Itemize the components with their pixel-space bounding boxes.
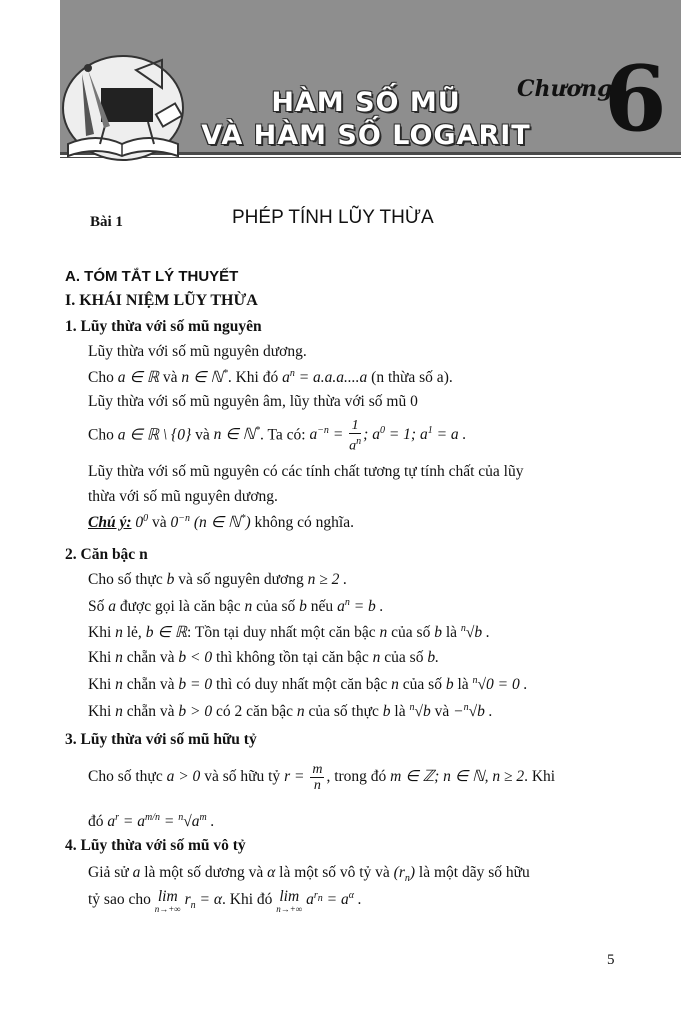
chapter-banner [0,0,681,162]
subsection-1-heading: 1. Lũy thừa với số mũ nguyên [65,318,262,335]
s2-line1 [88,571,347,589]
text: của số thực [304,703,383,721]
math: n [115,676,123,694]
text: (n thừa số a). [367,369,453,387]
s1-note [88,513,354,532]
math: $a^{-n}$ = [309,425,348,444]
math: a ∈ ℝ [117,369,159,387]
text: : Tồn tại duy nhất một căn bậc [186,624,380,642]
fraction: $\frac{1}{a^n}$ [349,418,362,454]
math: $a^n = a.a.a....a$ [282,368,368,387]
text: . Khi đó [222,891,277,909]
text: lẻ, [122,624,146,642]
math: n [115,649,123,666]
text: và [430,703,454,721]
text: chẵn và [122,703,179,721]
text: và [159,369,182,387]
text: thì không tồn tại căn bậc [212,649,373,666]
text: chẵn và [122,649,179,666]
s2-line4 [88,649,439,667]
text: và số nguyên dương [174,571,308,588]
text: Cho số thực [88,768,167,786]
math: b = 0 [178,676,213,694]
math: a ∈ ℝ \ {0} [117,426,192,444]
geometry-tools-logo-icon [58,52,188,162]
note-label: Chú ý: [88,514,132,532]
math: b < 0 [178,649,213,666]
math: b [434,624,442,642]
math: ; $a^0 = 1$; $a^1 = a$ . [363,425,467,444]
math: a [132,864,141,881]
math: n [391,676,399,694]
math: a [108,598,116,616]
text: Khi [88,703,116,721]
math: $0^0$ [135,513,149,532]
s2-line3 [88,623,490,642]
s2-line6 [88,702,493,721]
text: và [191,426,214,444]
s4-line2 [88,890,362,916]
chapter-label: Chương [517,76,613,102]
math: n [244,598,253,616]
math: m ∈ ℤ; n ∈ ℕ, n ≥ 2 [390,768,525,786]
subsection-2-heading: 2. Căn bậc n [65,546,148,563]
text: tỷ sao cho [88,891,155,909]
text: Cho [88,369,118,387]
math: a > 0 [166,768,201,786]
text: chẵn và [122,676,179,694]
fraction: $\frac{m}{n}$ [312,762,323,793]
math: $^n$√0 = 0 . [472,675,528,694]
s3-line2 [88,812,214,831]
math: n [296,703,305,721]
math: n ∈ ℕ* [181,368,228,387]
limit: lim n→+∞ [154,888,181,914]
text: là một dãy số hữu [415,864,530,881]
text: Giả sử [88,864,133,881]
math: $a^{r_n} = a^\alpha$ . [302,890,362,909]
chapter-title-line2: VÀ HÀM SỐ LOGARIT [201,120,531,151]
lesson-title: PHÉP TÍNH LŨY THỪA [232,207,434,228]
text: của số [398,676,446,694]
math: $a^n = b$ . [337,597,384,616]
s1-line4 [88,418,466,454]
text: đó [88,813,108,831]
text: là một số vô tỷ và [275,864,394,881]
math: b [382,703,391,721]
math: b [299,598,307,616]
math: n [372,649,381,666]
text: nếu [306,598,338,616]
text: và số hữu tỷ [200,768,285,786]
math: b. [427,649,439,666]
text: của số [387,624,435,642]
section-i-heading: I. KHÁI NIỆM LŨY THỪA [65,292,258,309]
math: n ≥ 2 . [307,571,348,588]
s2-line5 [88,675,528,694]
math: $^n$√b [409,702,431,721]
math: b ∈ ℝ [145,624,187,642]
math: n [115,703,123,721]
text: là [453,676,473,694]
text: có 2 căn bậc [212,703,297,721]
page-number: 5 [607,952,615,968]
text: của số [252,598,300,616]
s1-line2 [88,368,453,387]
chapter-title [186,86,546,152]
math: $a^r = a^{m/n} = ^n√a^m$ . [107,812,215,831]
math: $r_n = \alpha$ [180,891,223,912]
s2-line2 [88,597,384,616]
math: n [379,624,388,642]
text: là [441,624,461,642]
text: Khi [88,649,116,666]
text: Khi [88,624,116,642]
math: $^n$√b . [460,623,490,642]
chapter-title-line1: HÀM SỐ MŨ [271,87,461,118]
text: và [148,514,171,532]
math: $(r_n)$ [393,864,416,885]
s3-line1 [88,762,555,793]
chapter-number: 6 [604,46,667,152]
s1-line6: thừa với số mũ nguyên dương. [88,488,278,505]
math: r = [284,768,309,786]
text: Cho [88,426,118,444]
math: n ∈ ℕ* [213,425,261,444]
text: là [390,703,410,721]
text: thì có duy nhất một căn bậc [212,676,392,694]
text: là một số dương và [140,864,268,881]
s1-line5: Lũy thừa với số mũ nguyên có các tính chất tương tự tính chất của lũy [88,463,524,480]
s1-line1: Lũy thừa với số mũ nguyên dương. [88,343,307,360]
math: $0^{-n}$ (n ∈ ℕ*) [170,513,251,532]
math: α [267,864,276,881]
text: , trong đó [326,768,391,786]
text: Khi [88,676,116,694]
math: −$^n$√b . [453,702,493,721]
math: b [445,676,454,694]
text: của số [380,649,428,666]
s4-line1 [88,864,530,884]
lesson-label: Bài 1 [90,214,123,230]
s1-line3: Lũy thừa với số mũ nguyên âm, lũy thừa với số mũ 0 [88,393,418,410]
text: được gọi là căn bậc [116,598,245,616]
subsection-3-heading: 3. Lũy thừa với số mũ hữu tỷ [65,731,257,748]
text: . Khi đó [227,369,283,387]
text: Cho số thực [88,571,167,588]
text: Số [88,598,109,616]
text: không có nghĩa. [250,514,354,532]
text: . Ta có: [260,426,310,444]
text: . Khi [524,768,556,786]
math: n [115,624,123,642]
math: b > 0 [178,703,213,721]
subsection-4-heading: 4. Lũy thừa với số mũ vô tỷ [65,837,246,854]
limit: lim n→+∞ [276,888,303,914]
math: b [166,571,175,588]
section-a-heading: A. TÓM TẮT LÝ THUYẾT [65,268,239,285]
